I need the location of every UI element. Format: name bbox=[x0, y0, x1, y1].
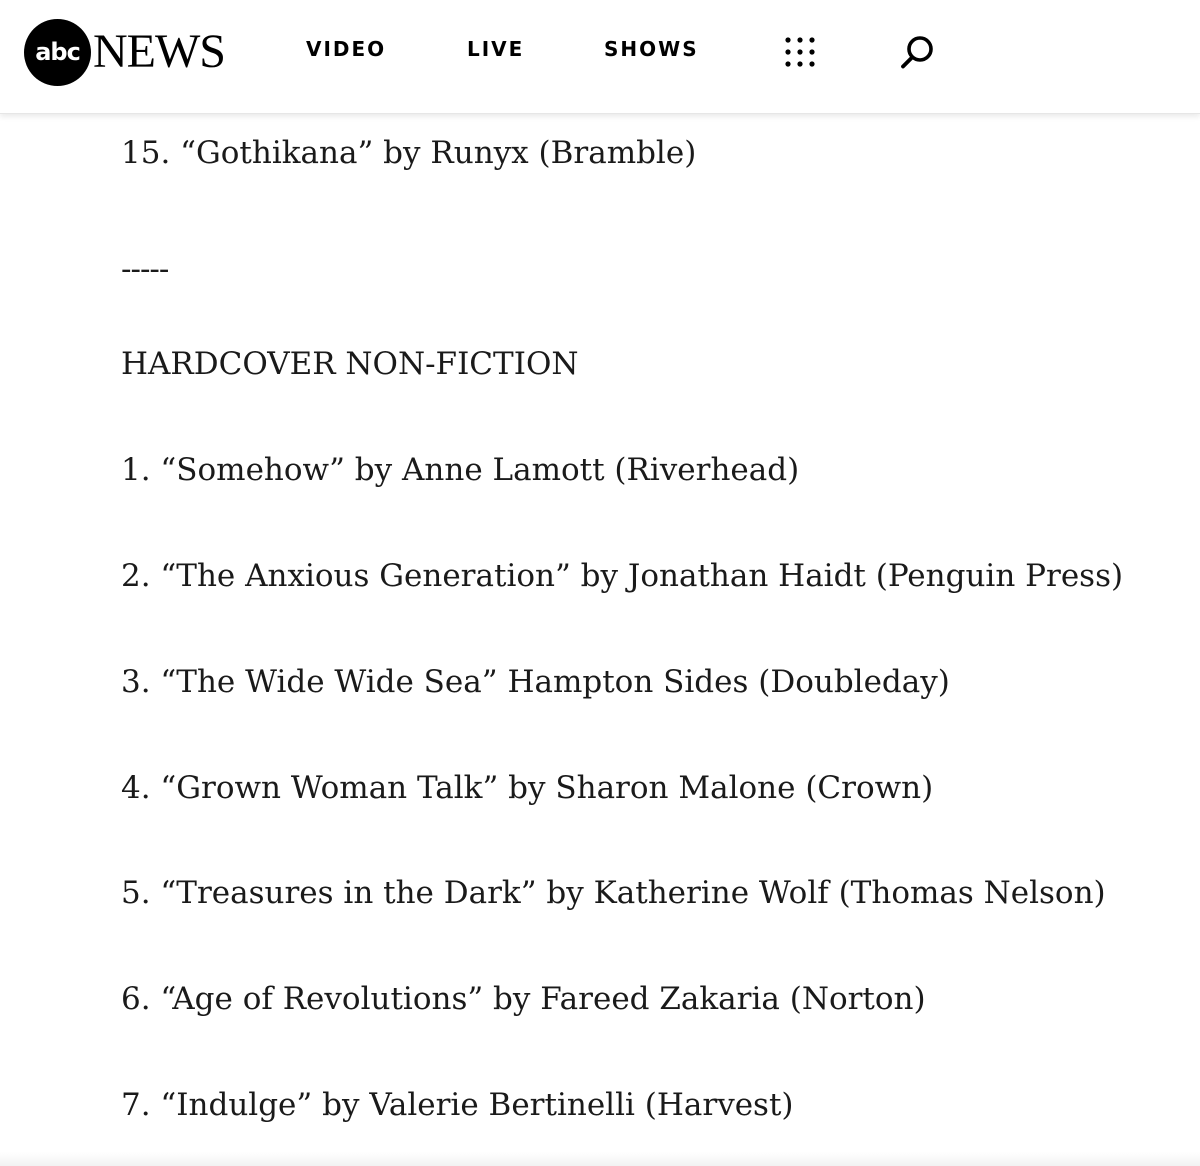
abc-news-logo[interactable] bbox=[24, 14, 225, 90]
section-separator: ----- bbox=[121, 251, 169, 287]
list-item: 2. “The Anxious Generation” by Jonathan Haidt (Penguin Press) bbox=[121, 558, 1124, 594]
nav-shows[interactable]: SHOWS bbox=[604, 37, 699, 61]
bottom-fade bbox=[0, 1152, 1200, 1166]
grid-dots-icon[interactable] bbox=[785, 37, 815, 67]
list-item: 6. “Age of Revolutions” by Fareed Zakaria (Norton) bbox=[121, 981, 926, 1017]
section-title: HARDCOVER NON-FICTION bbox=[121, 346, 579, 382]
abc-logo-circle: abc bbox=[24, 19, 91, 86]
list-item: 7. “Indulge” by Valerie Bertinelli (Harvest) bbox=[121, 1087, 794, 1123]
nav-video[interactable]: VIDEO bbox=[306, 37, 387, 61]
list-item: 1. “Somehow” by Anne Lamott (Riverhead) bbox=[121, 452, 800, 488]
site-header bbox=[0, 0, 1200, 114]
list-item: 3. “The Wide Wide Sea” Hampton Sides (Doubleday) bbox=[121, 664, 950, 700]
news-wordmark: NEWS bbox=[93, 25, 225, 78]
nav-live[interactable]: LIVE bbox=[467, 37, 525, 61]
list-item: 5. “Treasures in the Dark” by Katherine Wolf (Thomas Nelson) bbox=[121, 875, 1106, 911]
list-item: 4. “Grown Woman Talk” by Sharon Malone (Crown) bbox=[121, 770, 934, 806]
list-item: 15. “Gothikana” by Runyx (Bramble) bbox=[121, 135, 697, 171]
search-icon[interactable] bbox=[898, 32, 938, 72]
